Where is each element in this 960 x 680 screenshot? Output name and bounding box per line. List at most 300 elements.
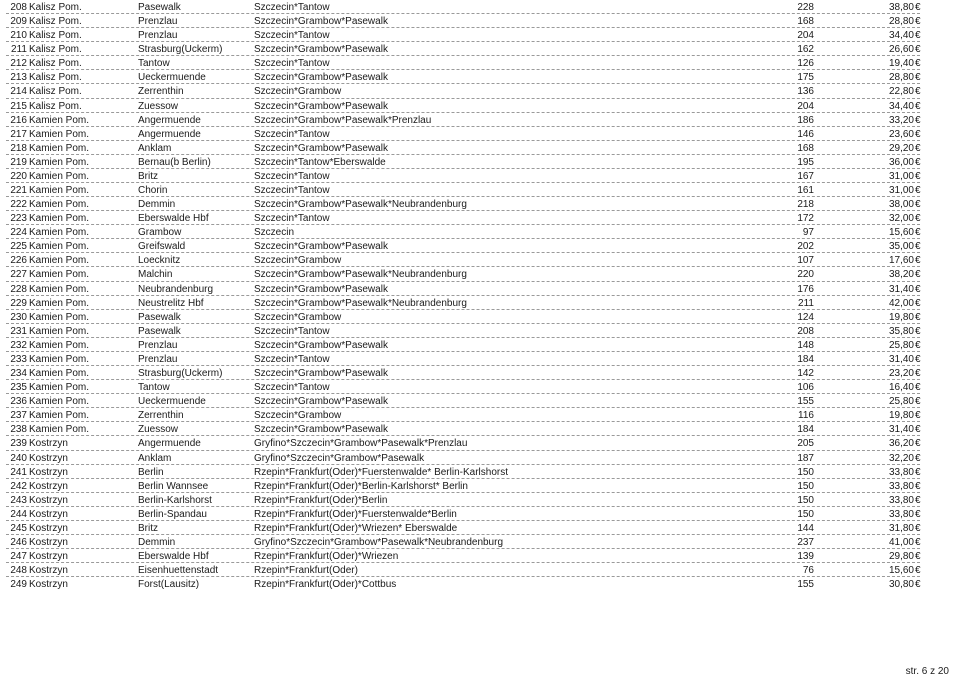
- fare-price: 32,20: [888, 452, 914, 464]
- distance-km: 175: [797, 72, 814, 84]
- table-row: [0, 84, 960, 98]
- row-number: 247: [10, 551, 27, 563]
- fare-price: 31,00: [888, 185, 914, 197]
- fare-price: 36,00: [888, 156, 914, 168]
- destination-station: Tantow: [138, 58, 170, 70]
- row-number: 241: [10, 466, 27, 478]
- destination-station: Eberswalde Hbf: [138, 213, 209, 225]
- origin-station: Kalisz Pom.: [29, 16, 82, 28]
- distance-km: 150: [797, 480, 814, 492]
- currency-symbol: €: [915, 522, 921, 534]
- distance-km: 136: [797, 86, 814, 98]
- currency-symbol: €: [915, 156, 921, 168]
- distance-km: 204: [797, 30, 814, 42]
- row-number: 232: [10, 339, 27, 351]
- origin-station: Kamien Pom.: [29, 325, 90, 337]
- row-number: 226: [10, 255, 27, 267]
- table-row: [0, 310, 960, 324]
- currency-symbol: €: [915, 213, 921, 225]
- distance-km: 168: [797, 142, 814, 154]
- fare-price: 33,80: [888, 508, 914, 520]
- origin-station: Kostrzyn: [29, 579, 68, 591]
- table-row: [0, 366, 960, 380]
- distance-km: 204: [797, 100, 814, 112]
- fare-price: 36,20: [888, 438, 914, 450]
- destination-station: Berlin-Spandau: [138, 508, 207, 520]
- destination-station: Anklam: [138, 452, 172, 464]
- route-description: Szczecin*Grambow*Pasewalk*Prenzlau: [254, 114, 432, 126]
- origin-station: Kamien Pom.: [29, 424, 90, 436]
- distance-km: 167: [797, 170, 814, 182]
- origin-station: Kamien Pom.: [29, 255, 90, 267]
- currency-symbol: €: [915, 297, 921, 309]
- table-row: [0, 577, 960, 591]
- origin-station: Kalisz Pom.: [29, 100, 82, 112]
- origin-station: Kamien Pom.: [29, 185, 90, 197]
- currency-symbol: €: [915, 185, 921, 197]
- currency-symbol: €: [915, 452, 921, 464]
- fare-price: 33,20: [888, 114, 914, 126]
- currency-symbol: €: [915, 269, 921, 281]
- currency-symbol: €: [915, 396, 921, 408]
- route-description: Szczecin*Grambow*Pasewalk: [254, 241, 388, 253]
- destination-station: Bernau(b Berlin): [138, 156, 211, 168]
- distance-km: 150: [797, 508, 814, 520]
- destination-station: Eberswalde Hbf: [138, 551, 209, 563]
- table-row: [0, 352, 960, 366]
- destination-station: Grambow: [138, 227, 182, 239]
- currency-symbol: €: [915, 44, 921, 56]
- destination-station: Neubrandenburg: [138, 283, 214, 295]
- destination-station: Forst(Lausitz): [138, 579, 200, 591]
- destination-station: Tantow: [138, 382, 170, 394]
- table-row: [0, 99, 960, 113]
- route-description: Szczecin*Grambow*Pasewalk: [254, 396, 388, 408]
- currency-symbol: €: [915, 494, 921, 506]
- table-row: [0, 535, 960, 549]
- row-number: 236: [10, 396, 27, 408]
- currency-symbol: €: [915, 551, 921, 563]
- distance-km: 237: [797, 536, 814, 548]
- distance-km: 186: [797, 114, 814, 126]
- table-row: [0, 0, 960, 14]
- fare-price: 31,40: [888, 353, 914, 365]
- table-row: [0, 549, 960, 563]
- origin-station: Kalisz Pom.: [29, 2, 82, 13]
- route-description: Rzepin*Frankfurt(Oder)*Fuerstenwalde* Berlin-Karlshorst: [254, 466, 508, 478]
- route-description: Szczecin*Tantow*Eberswalde: [254, 156, 386, 168]
- table-row: [0, 197, 960, 211]
- origin-station: Kalisz Pom.: [29, 30, 82, 42]
- table-row: [0, 521, 960, 535]
- fare-price: 19,40: [888, 58, 914, 70]
- origin-station: Kostrzyn: [29, 438, 68, 450]
- currency-symbol: €: [915, 72, 921, 84]
- destination-station: Pasewalk: [138, 311, 181, 323]
- route-description: Gryfino*Szczecin*Grambow*Pasewalk*Neubrandenburg: [254, 536, 504, 548]
- fare-price: 28,80: [888, 72, 914, 84]
- origin-station: Kostrzyn: [29, 452, 68, 464]
- distance-km: 184: [797, 353, 814, 365]
- distance-km: 97: [802, 227, 814, 239]
- origin-station: Kostrzyn: [29, 536, 68, 548]
- row-number: 248: [10, 565, 27, 577]
- route-description: Szczecin*Grambow*Pasewalk: [254, 100, 388, 112]
- currency-symbol: €: [915, 142, 921, 154]
- distance-km: 168: [797, 16, 814, 28]
- row-number: 225: [10, 241, 27, 253]
- row-number: 210: [10, 30, 27, 42]
- distance-km: 218: [797, 199, 814, 211]
- destination-station: Pasewalk: [138, 2, 181, 13]
- distance-km: 106: [797, 382, 814, 394]
- distance-km: 162: [797, 44, 814, 56]
- distance-km: 142: [797, 368, 814, 380]
- row-number: 249: [10, 579, 27, 591]
- route-description: Rzepin*Frankfurt(Oder)*Cottbus: [254, 579, 397, 591]
- distance-km: 155: [797, 396, 814, 408]
- distance-km: 211: [798, 297, 814, 309]
- row-number: 215: [10, 100, 27, 112]
- route-description: Szczecin*Grambow*Pasewalk: [254, 424, 388, 436]
- route-description: Szczecin*Grambow*Pasewalk: [254, 44, 388, 56]
- origin-station: Kamien Pom.: [29, 156, 90, 168]
- row-number: 233: [10, 353, 27, 365]
- distance-km: 161: [797, 185, 814, 197]
- origin-station: Kostrzyn: [29, 466, 68, 478]
- distance-km: 144: [797, 522, 814, 534]
- distance-km: 208: [797, 325, 814, 337]
- route-description: Szczecin*Grambow*Pasewalk: [254, 339, 388, 351]
- route-description: Rzepin*Frankfurt(Oder): [254, 565, 358, 577]
- table-row: [0, 451, 960, 465]
- row-number: 228: [10, 283, 27, 295]
- table-row: [0, 493, 960, 507]
- destination-station: Strasburg(Uckerm): [138, 368, 223, 380]
- destination-station: Prenzlau: [138, 30, 178, 42]
- fare-price: 25,80: [888, 339, 914, 351]
- row-number: 209: [10, 16, 27, 28]
- distance-km: 150: [797, 466, 814, 478]
- distance-km: 148: [797, 339, 814, 351]
- currency-symbol: €: [915, 325, 921, 337]
- table-row: [0, 225, 960, 239]
- row-number: 237: [10, 410, 27, 422]
- fare-price: 41,00: [888, 536, 914, 548]
- destination-station: Anklam: [138, 142, 172, 154]
- destination-station: Neustrelitz Hbf: [138, 297, 204, 309]
- origin-station: Kalisz Pom.: [29, 58, 82, 70]
- route-description: Gryfino*Szczecin*Grambow*Pasewalk: [254, 452, 425, 464]
- distance-km: 139: [797, 551, 814, 563]
- destination-station: Prenzlau: [138, 339, 178, 351]
- origin-station: Kamien Pom.: [29, 353, 90, 365]
- origin-station: Kamien Pom.: [29, 128, 90, 140]
- table-row: [0, 479, 960, 493]
- currency-symbol: €: [915, 58, 921, 70]
- route-description: Rzepin*Frankfurt(Oder)*Berlin-Karlshorst* Berlin: [254, 480, 468, 492]
- fare-price: 34,40: [888, 100, 914, 112]
- currency-symbol: €: [915, 382, 921, 394]
- table-row: [0, 42, 960, 56]
- row-number: 221: [10, 185, 27, 197]
- route-description: Szczecin*Tantow: [254, 128, 330, 140]
- destination-station: Demmin: [138, 199, 176, 211]
- table-row: [0, 56, 960, 70]
- fare-price: 19,80: [888, 410, 914, 422]
- table-row: [0, 465, 960, 479]
- fare-price: 23,60: [888, 128, 914, 140]
- route-description: Szczecin*Tantow: [254, 325, 330, 337]
- origin-station: Kamien Pom.: [29, 339, 90, 351]
- origin-station: Kamien Pom.: [29, 114, 90, 126]
- fare-price: 38,00: [888, 199, 914, 211]
- route-description: Rzepin*Frankfurt(Oder)*Wriezen: [254, 551, 399, 563]
- route-description: Szczecin*Tantow: [254, 353, 330, 365]
- route-description: Szczecin*Grambow: [254, 311, 342, 323]
- distance-km: 107: [797, 255, 814, 267]
- route-description: Rzepin*Frankfurt(Oder)*Wriezen* Eberswalde: [254, 522, 458, 534]
- currency-symbol: €: [915, 480, 921, 492]
- fare-price: 28,80: [888, 16, 914, 28]
- table-row: [0, 70, 960, 84]
- table-row: [0, 282, 960, 296]
- destination-station: Chorin: [138, 185, 168, 197]
- destination-station: Angermuende: [138, 128, 201, 140]
- currency-symbol: €: [915, 311, 921, 323]
- row-number: 223: [10, 213, 27, 225]
- route-description: Szczecin*Grambow*Pasewalk*Neubrandenburg: [254, 199, 467, 211]
- origin-station: Kamien Pom.: [29, 170, 90, 182]
- destination-station: Zerrenthin: [138, 86, 184, 98]
- destination-station: Zuessow: [138, 424, 179, 436]
- fare-price: 23,20: [888, 368, 914, 380]
- destination-station: Zuessow: [138, 100, 179, 112]
- route-description: Rzepin*Frankfurt(Oder)*Berlin: [254, 494, 388, 506]
- currency-symbol: €: [915, 368, 921, 380]
- distance-km: 155: [797, 579, 814, 591]
- fare-price: 34,40: [888, 30, 914, 42]
- fare-price: 35,80: [888, 325, 914, 337]
- origin-station: Kamien Pom.: [29, 410, 90, 422]
- table-row: [0, 155, 960, 169]
- fare-price: 30,80: [888, 579, 914, 591]
- fare-price: 38,20: [888, 269, 914, 281]
- fare-price: 29,80: [888, 551, 914, 563]
- page-number: str. 6 z 20: [905, 666, 949, 677]
- distance-km: 116: [798, 410, 814, 422]
- origin-station: Kalisz Pom.: [29, 86, 82, 98]
- distance-km: 76: [802, 565, 814, 577]
- distance-km: 124: [797, 311, 814, 323]
- route-description: Szczecin*Grambow: [254, 86, 342, 98]
- row-number: 234: [10, 368, 27, 380]
- route-description: Szczecin*Grambow*Pasewalk: [254, 368, 388, 380]
- currency-symbol: €: [915, 410, 921, 422]
- row-number: 235: [10, 382, 27, 394]
- route-description: Szczecin*Grambow*Pasewalk: [254, 16, 388, 28]
- row-number: 230: [10, 311, 27, 323]
- currency-symbol: €: [915, 199, 921, 211]
- origin-station: Kamien Pom.: [29, 269, 90, 281]
- origin-station: Kamien Pom.: [29, 142, 90, 154]
- currency-symbol: €: [915, 536, 921, 548]
- currency-symbol: €: [915, 128, 921, 140]
- table-row: [0, 338, 960, 352]
- fare-price: 26,60: [888, 44, 914, 56]
- origin-station: Kamien Pom.: [29, 311, 90, 323]
- origin-station: Kamien Pom.: [29, 227, 90, 239]
- table-row: [0, 436, 960, 450]
- destination-station: Ueckermuende: [138, 72, 206, 84]
- currency-symbol: €: [915, 565, 921, 577]
- table-row: [0, 324, 960, 338]
- origin-station: Kamien Pom.: [29, 396, 90, 408]
- table-row: [0, 380, 960, 394]
- fare-price: 35,00: [888, 241, 914, 253]
- destination-station: Zerrenthin: [138, 410, 184, 422]
- destination-station: Berlin: [138, 466, 164, 478]
- route-description: Szczecin*Grambow*Pasewalk: [254, 283, 388, 295]
- row-number: 214: [10, 86, 27, 98]
- destination-station: Angermuende: [138, 114, 201, 126]
- row-number: 245: [10, 522, 27, 534]
- distance-km: 202: [797, 241, 814, 253]
- currency-symbol: €: [915, 100, 921, 112]
- row-number: 208: [10, 2, 27, 13]
- destination-station: Strasburg(Uckerm): [138, 44, 223, 56]
- route-description: Szczecin*Tantow: [254, 382, 330, 394]
- table-row: [0, 253, 960, 267]
- route-description: Szczecin*Grambow*Pasewalk: [254, 142, 388, 154]
- origin-station: Kamien Pom.: [29, 199, 90, 211]
- row-number: 238: [10, 424, 27, 436]
- fare-price: 33,80: [888, 466, 914, 478]
- distance-km: 220: [797, 269, 814, 281]
- origin-station: Kamien Pom.: [29, 297, 90, 309]
- fare-price: 19,80: [888, 311, 914, 323]
- table-row: [0, 14, 960, 28]
- table-row: [0, 267, 960, 281]
- origin-station: Kamien Pom.: [29, 241, 90, 253]
- currency-symbol: €: [915, 579, 921, 591]
- currency-symbol: €: [915, 339, 921, 351]
- destination-station: Angermuende: [138, 438, 201, 450]
- currency-symbol: €: [915, 508, 921, 520]
- table-row: [0, 394, 960, 408]
- origin-station: Kalisz Pom.: [29, 44, 82, 56]
- currency-symbol: €: [915, 424, 921, 436]
- fare-price: 31,40: [888, 424, 914, 436]
- fare-price: 15,60: [888, 227, 914, 239]
- currency-symbol: €: [915, 170, 921, 182]
- distance-km: 176: [797, 283, 814, 295]
- fare-price: 32,00: [888, 213, 914, 225]
- distance-km: 184: [797, 424, 814, 436]
- row-number: 216: [10, 114, 27, 126]
- origin-station: Kostrzyn: [29, 551, 68, 563]
- route-description: Gryfino*Szczecin*Grambow*Pasewalk*Prenzlau: [254, 438, 468, 450]
- destination-station: Britz: [138, 522, 158, 534]
- row-number: 213: [10, 72, 27, 84]
- destination-station: Eisenhuettenstadt: [138, 565, 219, 577]
- currency-symbol: €: [915, 255, 921, 267]
- currency-symbol: €: [915, 353, 921, 365]
- destination-station: Berlin Wannsee: [138, 480, 209, 492]
- currency-symbol: €: [915, 16, 921, 28]
- row-number: 229: [10, 297, 27, 309]
- fare-price: 42,00: [888, 297, 914, 309]
- table-row: [0, 169, 960, 183]
- distance-km: 228: [797, 2, 814, 13]
- row-number: 212: [10, 58, 27, 70]
- table-row: [0, 422, 960, 436]
- fare-price: 33,80: [888, 480, 914, 492]
- route-description: Szczecin*Tantow: [254, 2, 330, 13]
- fare-price: 38,80: [888, 2, 914, 13]
- row-number: 217: [10, 128, 27, 140]
- destination-station: Prenzlau: [138, 353, 178, 365]
- row-number: 239: [10, 438, 27, 450]
- table-row: [0, 239, 960, 253]
- row-number: 243: [10, 494, 27, 506]
- row-number: 227: [10, 269, 27, 281]
- row-number: 240: [10, 452, 27, 464]
- origin-station: Kostrzyn: [29, 508, 68, 520]
- route-description: Szczecin*Grambow*Pasewalk: [254, 72, 388, 84]
- currency-symbol: €: [915, 227, 921, 239]
- destination-station: Greifswald: [138, 241, 186, 253]
- destination-station: Prenzlau: [138, 16, 178, 28]
- table-row: [0, 563, 960, 577]
- origin-station: Kostrzyn: [29, 494, 68, 506]
- distance-km: 187: [797, 452, 814, 464]
- table-row: [0, 183, 960, 197]
- route-description: Rzepin*Frankfurt(Oder)*Fuerstenwalde*Berlin: [254, 508, 457, 520]
- destination-station: Malchin: [138, 269, 173, 281]
- row-number: 220: [10, 170, 27, 182]
- table-row: [0, 127, 960, 141]
- fare-price: 17,60: [888, 255, 914, 267]
- currency-symbol: €: [915, 283, 921, 295]
- table-row: [0, 211, 960, 225]
- fare-price: 31,80: [888, 522, 914, 534]
- fare-price: 29,20: [888, 142, 914, 154]
- fare-price: 15,60: [888, 565, 914, 577]
- distance-km: 205: [797, 438, 814, 450]
- route-description: Szczecin*Grambow*Pasewalk*Neubrandenburg: [254, 269, 467, 281]
- row-number: 211: [11, 44, 27, 56]
- origin-station: Kamien Pom.: [29, 368, 90, 380]
- route-description: Szczecin*Grambow: [254, 410, 342, 422]
- row-number: 219: [10, 156, 27, 168]
- route-description: Szczecin*Tantow: [254, 170, 330, 182]
- fare-price: 31,00: [888, 170, 914, 182]
- distance-km: 150: [797, 494, 814, 506]
- fare-price: 25,80: [888, 396, 914, 408]
- table-row: [0, 28, 960, 42]
- table-row: [0, 113, 960, 127]
- fare-price: 33,80: [888, 494, 914, 506]
- destination-station: Berlin-Karlshorst: [138, 494, 212, 506]
- currency-symbol: €: [915, 86, 921, 98]
- fare-price: 16,40: [888, 382, 914, 394]
- origin-station: Kalisz Pom.: [29, 72, 82, 84]
- currency-symbol: €: [915, 438, 921, 450]
- origin-station: Kostrzyn: [29, 522, 68, 534]
- distance-km: 172: [797, 213, 814, 225]
- table-row: [0, 141, 960, 155]
